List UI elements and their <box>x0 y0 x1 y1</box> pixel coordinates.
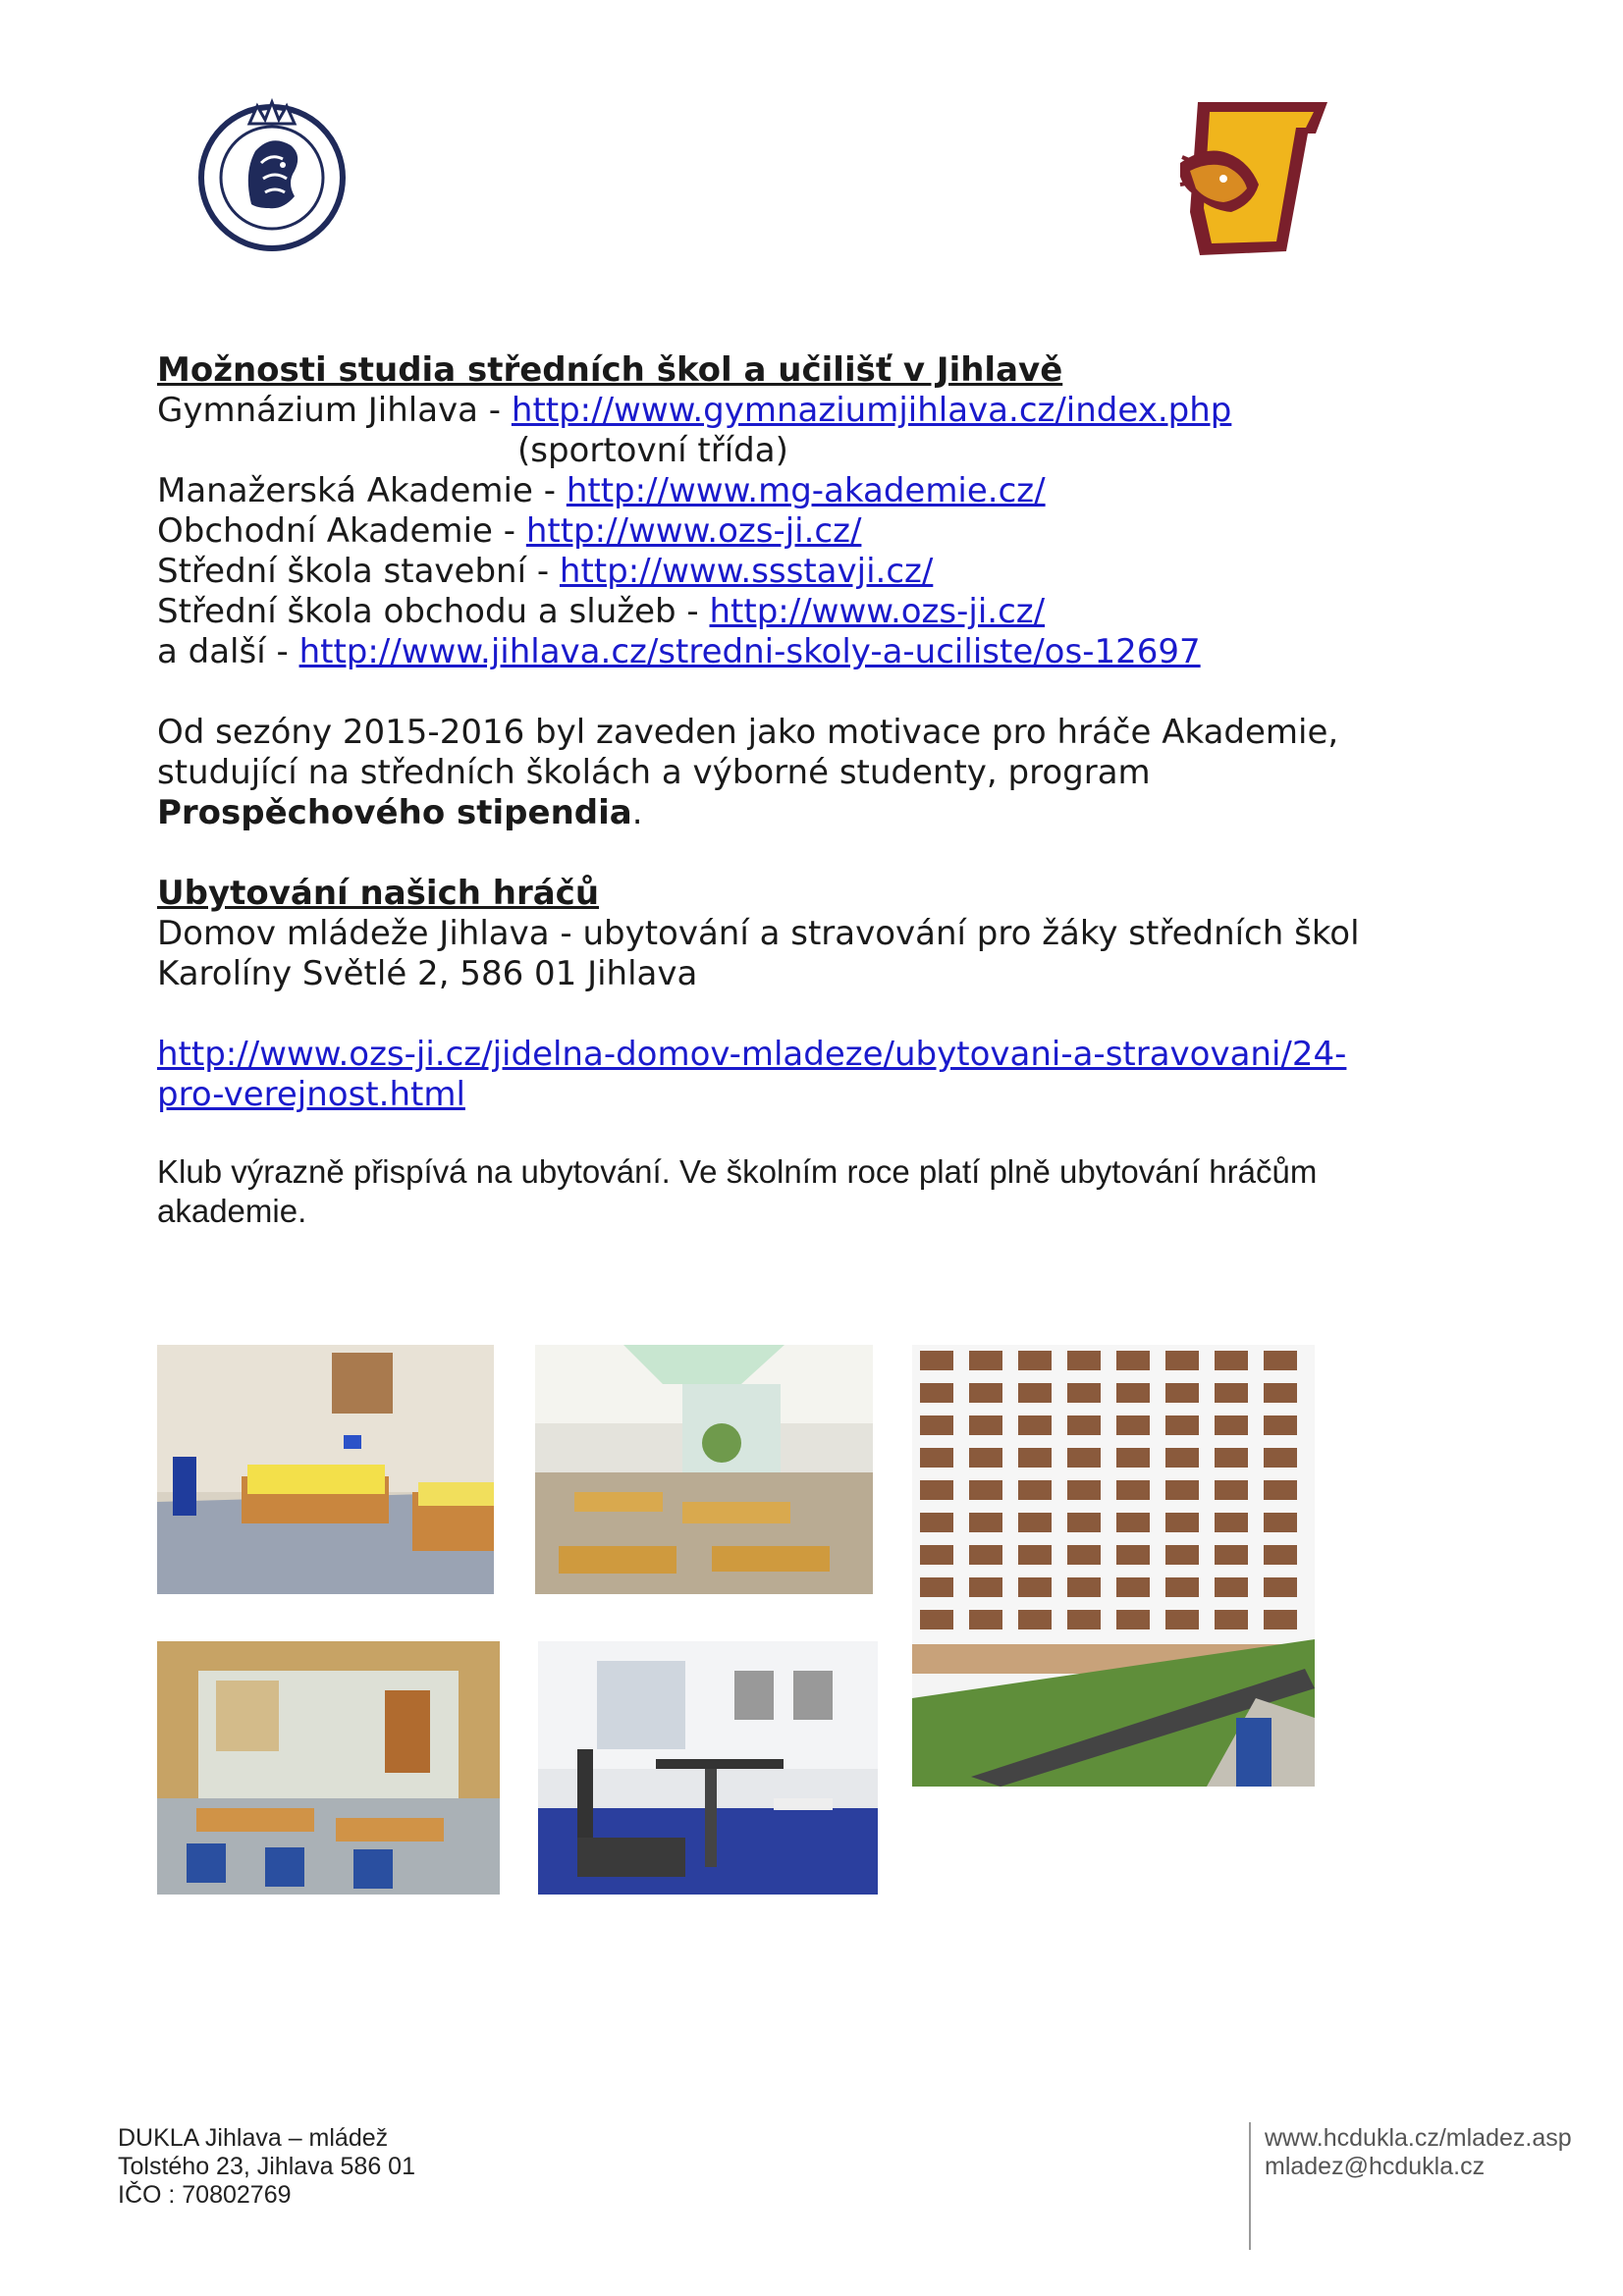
building-window <box>1264 1480 1297 1500</box>
building-window <box>969 1610 1002 1629</box>
building-window <box>1215 1383 1248 1403</box>
stipend-line-1: Od sezóny 2015-2016 byl zaveden jako motivace pro hráče Akademie, <box>157 713 1339 752</box>
school-row-manazerska <box>157 471 1046 510</box>
building-window <box>1264 1448 1297 1468</box>
dukla-logo <box>1176 94 1335 261</box>
gymnazium-note: (sportovní třída) <box>517 431 788 470</box>
building-window <box>1215 1545 1248 1565</box>
school-name: Gymnázium Jihlava - <box>157 391 512 430</box>
building-window <box>1165 1480 1199 1500</box>
club-note-line-2: akademie. <box>157 1193 307 1229</box>
building-window <box>1067 1545 1101 1565</box>
building-window <box>1116 1415 1150 1435</box>
housing-link-part-1[interactable]: http://www.ozs-ji.cz/jidelna-domov-mladeze/ubytovani-a-stravovani/24- <box>157 1035 1347 1074</box>
school-link[interactable]: http://www.gymnaziumjihlava.cz/index.php <box>511 391 1232 430</box>
school-name: Střední škola obchodu a služeb - <box>157 592 710 631</box>
building-window <box>920 1448 953 1468</box>
photo-dining-hall <box>535 1345 873 1594</box>
building-window <box>969 1513 1002 1532</box>
building-window <box>969 1448 1002 1468</box>
footer-ico: IČO : 70802769 <box>118 2181 292 2209</box>
building-window <box>920 1513 953 1532</box>
building-window <box>1165 1415 1199 1435</box>
building-window <box>1264 1415 1297 1435</box>
building-window <box>969 1545 1002 1565</box>
building-window <box>1165 1513 1199 1532</box>
housing-line-1: Domov mládeže Jihlava - ubytování a stravování pro žáky středních škol <box>157 914 1360 953</box>
building-window <box>920 1383 953 1403</box>
school-name: Obchodní Akademie - <box>157 511 526 551</box>
building-window <box>1067 1383 1101 1403</box>
building-window <box>1018 1513 1052 1532</box>
building-window <box>1018 1480 1052 1500</box>
school-row-obchodni <box>157 511 861 551</box>
stipend-line-3 <box>157 793 643 832</box>
building-window <box>1215 1351 1248 1370</box>
building-window <box>1067 1577 1101 1597</box>
school-row-dalsi <box>157 632 1201 671</box>
building-window <box>1165 1610 1199 1629</box>
building-window <box>920 1351 953 1370</box>
footer-website-link[interactable]: www.hcdukla.cz/mladez.asp <box>1265 2124 1572 2152</box>
housing-address: Karolíny Světlé 2, 586 01 Jihlava <box>157 954 698 993</box>
building-window <box>1116 1577 1150 1597</box>
building-window <box>1067 1610 1101 1629</box>
school-link[interactable]: http://www.jihlava.cz/stredni-skoly-a-uciliste/os-12697 <box>298 632 1201 671</box>
stipend-line-2: studující na středních školách a výborné studenty, program <box>157 753 1151 792</box>
school-row-stavebni <box>157 552 933 591</box>
housing-heading: Ubytování našich hráčů <box>157 874 600 913</box>
building-window <box>1215 1415 1248 1435</box>
building-window <box>1018 1415 1052 1435</box>
stipend-program-name: Prospěchového stipendia <box>157 793 632 832</box>
building-window <box>969 1480 1002 1500</box>
building-window <box>920 1415 953 1435</box>
footer-divider <box>1249 2122 1251 2250</box>
academy-logo <box>192 94 352 253</box>
building-window <box>920 1545 953 1565</box>
school-link[interactable]: http://www.ozs-ji.cz/ <box>709 592 1046 631</box>
building-window <box>1215 1448 1248 1468</box>
building-window <box>1116 1480 1150 1500</box>
building-window <box>920 1610 953 1629</box>
photo-dormitory-building <box>912 1345 1315 1787</box>
school-row-gymnazium <box>157 391 1231 430</box>
school-name: Střední škola stavební - <box>157 552 560 591</box>
building-window <box>969 1415 1002 1435</box>
building-window <box>1067 1351 1101 1370</box>
stipend-period: . <box>631 793 643 832</box>
building-window <box>1264 1610 1297 1629</box>
building-window <box>1018 1383 1052 1403</box>
building-svg <box>912 1345 1315 1787</box>
building-window <box>1067 1448 1101 1468</box>
building-window <box>1018 1351 1052 1370</box>
building-window <box>1067 1415 1101 1435</box>
photo-study-room <box>157 1641 500 1895</box>
footer-address: Tolstého 23, Jihlava 586 01 <box>118 2153 415 2180</box>
housing-link-part-2[interactable]: pro-verejnost.html <box>157 1075 465 1114</box>
building-window <box>1264 1545 1297 1565</box>
building-window <box>920 1480 953 1500</box>
school-link[interactable]: http://www.mg-akademie.cz/ <box>566 471 1046 510</box>
school-link[interactable]: http://www.ozs-ji.cz/ <box>525 511 862 551</box>
building-window <box>1116 1448 1150 1468</box>
club-note-line-1: Klub výrazně přispívá na ubytování. Ve školním roce platí plně ubytování hráčům <box>157 1153 1318 1190</box>
building-window <box>969 1577 1002 1597</box>
building-window <box>969 1383 1002 1403</box>
building-window <box>1165 1383 1199 1403</box>
building-window <box>1215 1513 1248 1532</box>
school-link[interactable]: http://www.ssstavji.cz/ <box>559 552 934 591</box>
building-window <box>1215 1480 1248 1500</box>
building-window <box>1215 1577 1248 1597</box>
building-window <box>1116 1383 1150 1403</box>
building-window <box>1116 1513 1150 1532</box>
building-window <box>1165 1448 1199 1468</box>
building-window <box>1264 1351 1297 1370</box>
school-name: Manažerská Akademie - <box>157 471 567 510</box>
school-name: a další - <box>157 632 299 671</box>
building-window <box>1116 1610 1150 1629</box>
building-window <box>1018 1448 1052 1468</box>
building-window <box>1264 1513 1297 1532</box>
building-window <box>1018 1545 1052 1565</box>
building-window <box>1264 1577 1297 1597</box>
photo-bedroom <box>157 1345 494 1594</box>
school-row-obchodu-sluzeb <box>157 592 1045 631</box>
building-window <box>1067 1480 1101 1500</box>
building-window <box>1165 1351 1199 1370</box>
footer-org-name: DUKLA Jihlava – mládež <box>118 2124 389 2152</box>
photo-gym <box>538 1641 878 1895</box>
building-window <box>1067 1513 1101 1532</box>
building-window <box>1116 1351 1150 1370</box>
studies-heading: Možnosti studia středních škol a učilišť v Jihlavě <box>157 350 1063 390</box>
building-window <box>1165 1577 1199 1597</box>
building-window <box>1018 1610 1052 1629</box>
building-window <box>1264 1383 1297 1403</box>
building-window <box>1215 1610 1248 1629</box>
footer-email-link[interactable]: mladez@hcdukla.cz <box>1265 2153 1486 2180</box>
building-window <box>920 1577 953 1597</box>
building-window <box>969 1351 1002 1370</box>
building-window <box>1116 1545 1150 1565</box>
building-window <box>1018 1577 1052 1597</box>
building-window <box>1165 1545 1199 1565</box>
